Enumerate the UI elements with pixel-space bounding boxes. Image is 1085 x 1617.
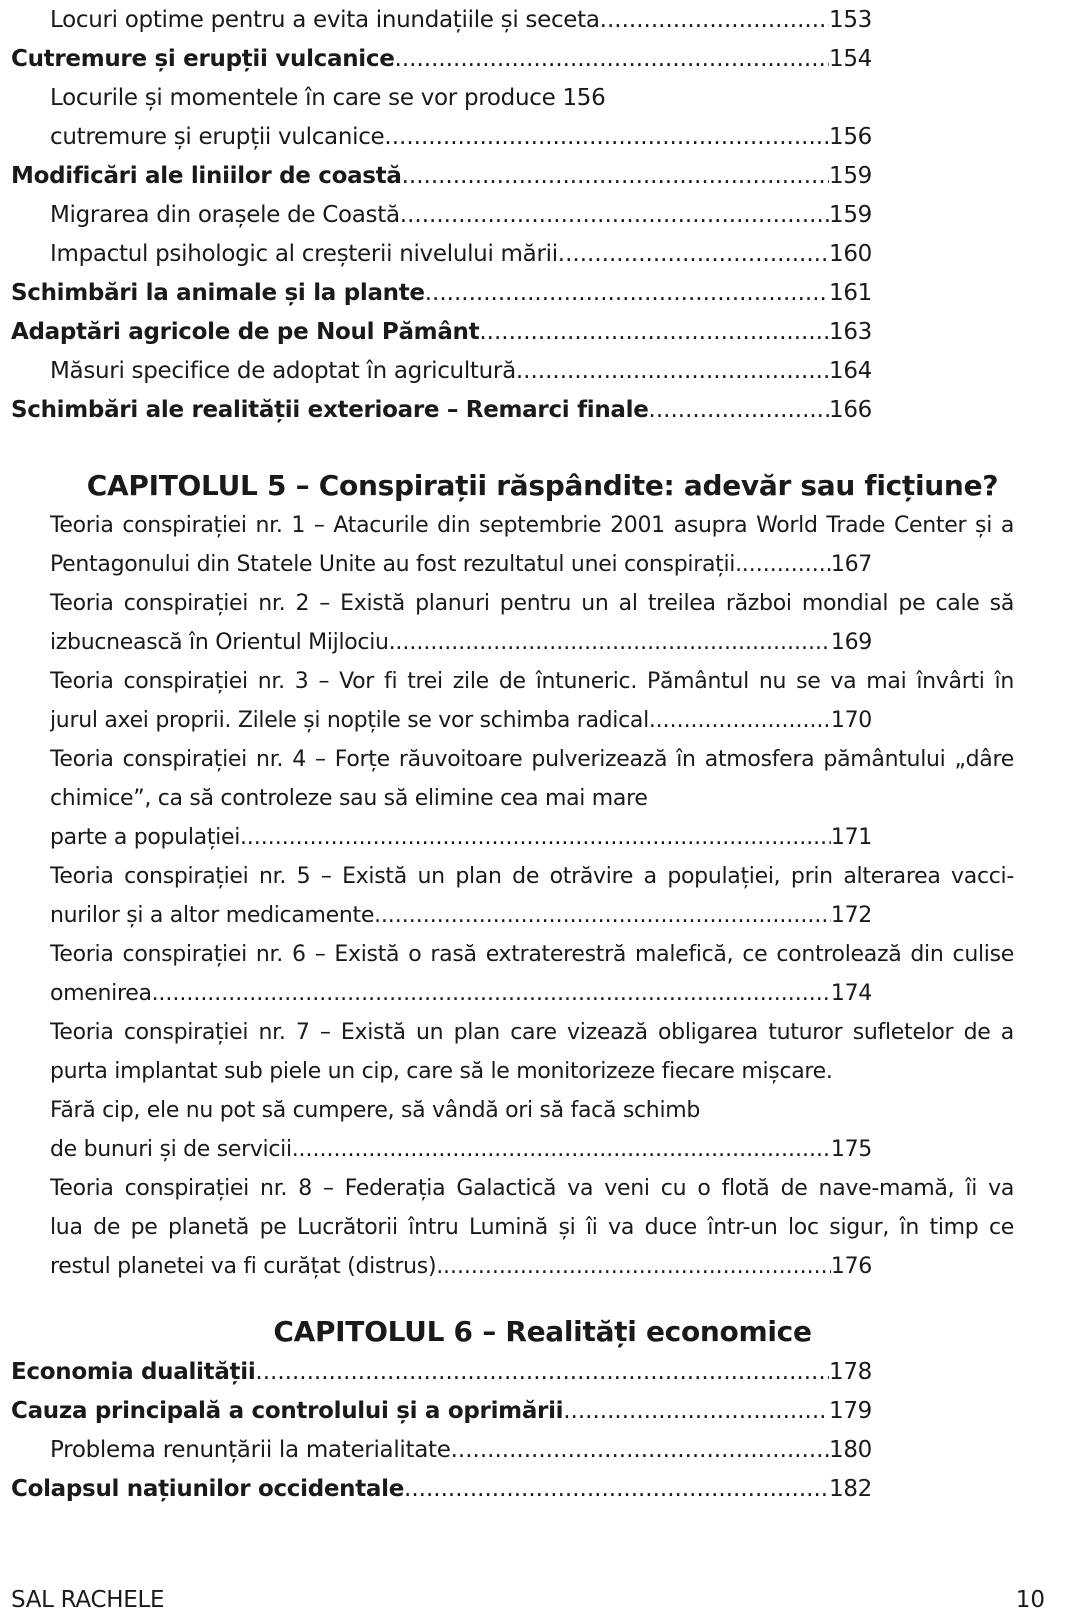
- conspiracy-line: Teoria conspirației nr. 4 – Forțe răuvoitoare pulverizează în atmosfera pământului „dâre: [50, 747, 1014, 772]
- toc-leader: [742, 545, 831, 585]
- toc-leader: [600, 0, 829, 40]
- toc-entry: [11, 1391, 872, 1431]
- toc-entry: [11, 1469, 872, 1509]
- toc-entry: [50, 117, 872, 157]
- toc-page-number: 179: [829, 1398, 872, 1424]
- toc-entry: [11, 312, 872, 352]
- toc-entry: [50, 1430, 872, 1470]
- toc-entry-title: Schimbări la animale și la plante: [11, 280, 425, 306]
- toc-page-number: 171: [830, 825, 872, 850]
- toc-entry-title: Impactul psihologic al creșterii nivelului mării: [50, 241, 558, 267]
- toc-entry: [50, 1247, 872, 1287]
- toc-entry: [50, 1130, 872, 1170]
- toc-entry: [50, 195, 872, 235]
- toc-page-number: 159: [829, 163, 872, 189]
- toc-entry: [50, 234, 872, 274]
- toc-leader: [158, 974, 831, 1014]
- toc-entry-title: omenirea.: [50, 981, 159, 1006]
- toc-entry-title: Locuri optime pentru a evita inundațiile și seceta: [50, 7, 600, 33]
- conspiracy-line: chimice”, ca să controleze sau să elimine cea mai mare: [50, 786, 648, 811]
- toc-leader: [649, 390, 829, 430]
- toc-entry-title: Măsuri specifice de adoptat în agricultură: [50, 358, 516, 384]
- conspiracy-line: Teoria conspirației nr. 5 – Există un plan de otrăvire a populației, prin alterarea vacci-: [50, 864, 1014, 889]
- footer-page-number: 10: [1015, 1587, 1045, 1613]
- toc-page-number: 159: [829, 202, 872, 228]
- toc-entry: [50, 623, 872, 663]
- toc-entry: [50, 818, 872, 858]
- toc-entry-title: de bunuri și de servicii.: [50, 1137, 299, 1162]
- toc-page-number: 167: [830, 552, 872, 577]
- toc-leader: [404, 1469, 829, 1509]
- toc-entry-title: Schimbări ale realității exterioare – Remarci finale: [11, 397, 649, 423]
- chapter-6-heading: CAPITOLUL 6 – Realități economice: [273, 1315, 812, 1348]
- conspiracy-line: Teoria conspirației nr. 7 – Există un plan care vizează obligarea tuturor sufletelor de a: [50, 1020, 1014, 1045]
- toc-leader: [400, 195, 829, 235]
- toc-entry: [50, 701, 872, 741]
- toc-entry-title: Colapsul națiunilor occidentale: [11, 1476, 405, 1502]
- toc-entry: [50, 0, 872, 40]
- toc-entry: [50, 896, 872, 936]
- conspiracy-line: purta implantat sub piele un cip, care să le monitorizeze fiecare mișcare.: [50, 1059, 833, 1084]
- toc-page-number: 180: [829, 1437, 872, 1463]
- toc-entry-title: izbucnească în Orientul Mijlociu.: [50, 630, 396, 655]
- conspiracy-line: lua de pe planetă pe Lucrătorii întru Lumină și îi va duce într-un loc sigur, în timp ce: [50, 1215, 1014, 1240]
- toc-leader: [563, 1391, 829, 1431]
- toc-entry-title: Migrarea din orașele de Coastă: [50, 202, 400, 228]
- toc-page-number: 154: [829, 46, 872, 72]
- footer-author: SAL RACHELE: [11, 1587, 165, 1613]
- toc-leader: [381, 896, 831, 936]
- toc-leader: [384, 117, 829, 157]
- toc-entry: [11, 273, 872, 313]
- toc-entry-title: Cutremure și erupții vulcanice: [11, 46, 395, 72]
- toc-entry-title: Economia dualității: [11, 1359, 256, 1385]
- toc-entry-title: Modificări ale liniilor de coastă: [11, 163, 402, 189]
- conspiracy-line: Teoria conspirației nr. 1 – Atacurile din septembrie 2001 asupra World Trade Center și a: [50, 513, 1014, 538]
- toc-page-number: 174: [830, 981, 872, 1006]
- toc-entry-title: Locurile și momentele în care se vor produce 156: [50, 85, 606, 111]
- toc-page-number: 170: [830, 708, 872, 733]
- toc-page-number: 169: [830, 630, 872, 655]
- conspiracy-line: Teoria conspirației nr. 6 – Există o rasă extraterestră malefică, ce controlează din culise: [50, 942, 1014, 967]
- conspiracy-line: Fără cip, ele nu pot să cumpere, să vândă ori să facă schimb: [50, 1098, 701, 1123]
- toc-entry-title: parte a populației.: [50, 825, 247, 850]
- toc-entry-title: Cauza principală a controlului și a oprimării: [11, 1398, 564, 1424]
- toc-entry: [50, 974, 872, 1014]
- toc-page-number: 161: [829, 280, 872, 306]
- toc-entry: [11, 1352, 872, 1392]
- toc-leader: [247, 818, 831, 858]
- toc-page-number: 160: [829, 241, 872, 267]
- toc-leader: [558, 234, 829, 274]
- chapter-5-heading: CAPITOLUL 5 – Conspirații răspândite: adevăr sau ficțiune?: [86, 469, 999, 502]
- toc-page-number: 172: [830, 903, 872, 928]
- toc-entry-title: cutremure și erupții vulcanice: [50, 124, 385, 150]
- toc-entry: [11, 390, 872, 430]
- toc-entry-title: Pentagonului din Statele Unite au fost rezultatul unei conspirații.: [50, 552, 742, 577]
- conspiracy-line: Teoria conspirației nr. 2 – Există planuri pentru un al treilea război mondial pe cale să: [50, 591, 1014, 616]
- toc-entry-title: jurul axei proprii. Zilele și nopțile se vor schimba radical.: [50, 708, 656, 733]
- toc-leader: [402, 156, 829, 196]
- toc-page-number: 153: [829, 7, 872, 33]
- toc-leader: [395, 39, 829, 79]
- toc-entry: [11, 39, 872, 79]
- toc-leader: [425, 273, 829, 313]
- toc-entry-title: Adaptări agricole de pe Noul Pământ: [11, 319, 480, 345]
- conspiracy-line: Teoria conspirației nr. 3 – Vor fi trei zile de întuneric. Pământul nu se va mai învârti în: [50, 669, 1014, 694]
- toc-page-number: 178: [829, 1359, 872, 1385]
- toc-leader: [656, 701, 831, 741]
- toc-page-number: 156: [829, 124, 872, 150]
- toc-leader: [443, 1247, 831, 1287]
- conspiracy-line: Teoria conspirației nr. 8 – Federația Galactică va veni cu o flotă de nave-mamă, îi va: [50, 1176, 1014, 1201]
- toc-leader: [255, 1352, 829, 1392]
- toc-entry-title: nurilor și a altor medicamente.: [50, 903, 381, 928]
- toc-entry: [50, 545, 872, 585]
- toc-leader: [479, 312, 829, 352]
- toc-entry-title: restul planetei va fi curățat (distrus).: [50, 1254, 443, 1279]
- toc-page-number: 164: [829, 358, 872, 384]
- toc-leader: [395, 623, 831, 663]
- toc-leader: [516, 351, 829, 391]
- toc-page-number: 176: [830, 1254, 872, 1279]
- toc-page-number: 182: [829, 1476, 872, 1502]
- toc-page-number: 166: [829, 397, 872, 423]
- toc-entry-title: Problema renunțării la materialitate: [50, 1437, 451, 1463]
- toc-page-number: 163: [829, 319, 872, 345]
- toc-entry: [11, 156, 872, 196]
- toc-leader: [451, 1430, 829, 1470]
- toc-entry: [50, 351, 872, 391]
- toc-leader: [299, 1130, 831, 1170]
- toc-page-number: 175: [830, 1137, 872, 1162]
